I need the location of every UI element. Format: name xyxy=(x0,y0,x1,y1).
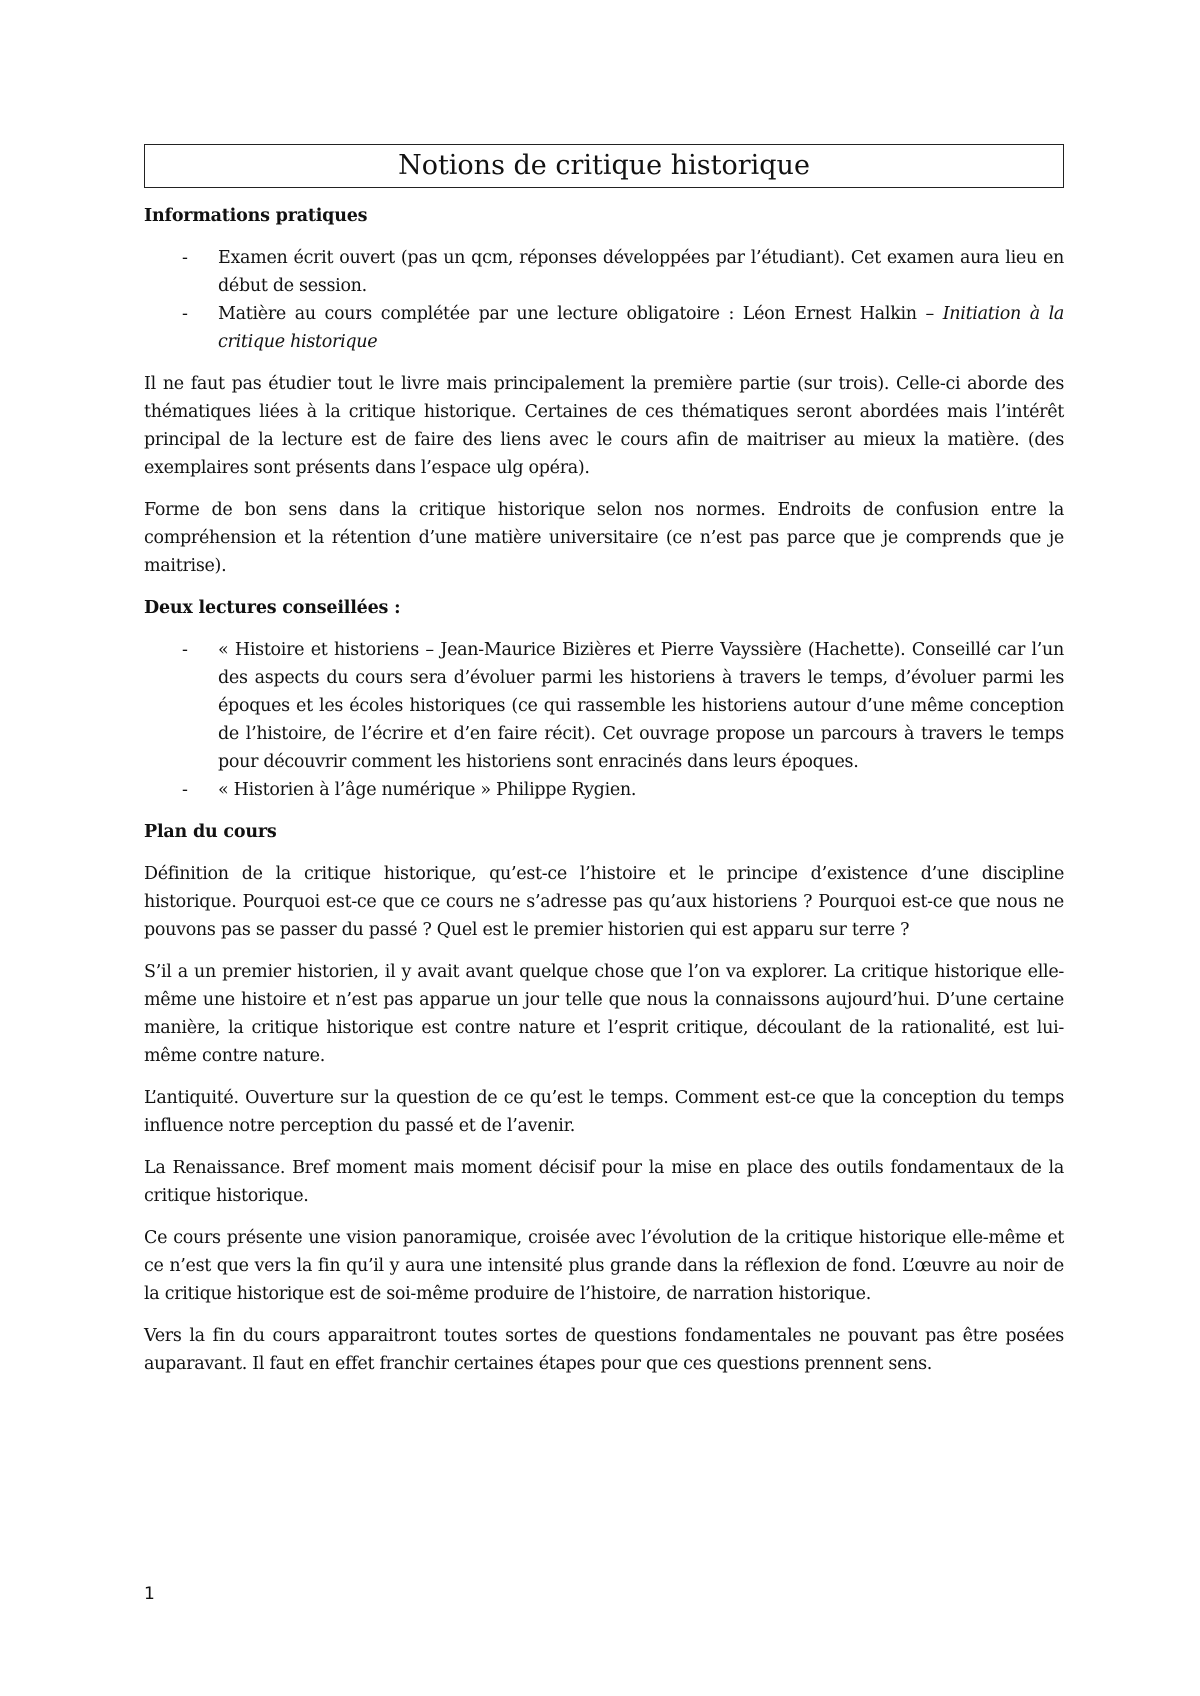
list-item-text: « Histoire et historiens – Jean-Maurice Bizières et Pierre Vayssière (Hachette). Conseillé car l’un des aspects du cours sera d’évoluer parmi les historiens à travers le temps, d’évoluer parmi les époques et les écoles historiques (ce qui rassemble les historiens autour d’une même conception de l’histoire, de l’écrire et d’en faire récit). Cet ouvrage propose un parcours à travers le temps pour découvrir comment les historiens sont enracinés dans leurs époques. xyxy=(218,640,1064,772)
paragraph: Vers la fin du cours apparaitront toutes sortes de questions fondamentales ne pouvant pas être posées auparavant. Il faut en effet franchir certaines étapes pour que ces questions prennent sens. xyxy=(144,1326,1064,1374)
paragraph: Forme de bon sens dans la critique historique selon nos normes. Endroits de confusion entre la compréhension et la rétention d’une matière universitaire (ce n’est pas parce que je comprends que je maitrise). xyxy=(144,500,1064,576)
paragraph: Définition de la critique historique, qu’est-ce l’histoire et le principe d’existence d’une discipline historique. Pourquoi est-ce que ce cours ne s’adresse pas qu’aux historiens ? Pourquoi est-ce que nous ne pouvons pas se passer du passé ? Quel est le premier historien qui est apparu sur terre ? xyxy=(144,864,1064,940)
paragraph: S’il a un premier historien, il y avait avant quelque chose que l’on va explorer. La critique historique elle-même une histoire et n’est pas apparue un jour telle que nous la connaissons aujourd’hui. D’une certaine manière, la critique historique est contre nature et l’esprit critique, découlant de la rationalité, est lui-même contre nature. xyxy=(144,962,1064,1066)
list-dash: - xyxy=(182,304,188,324)
paragraph: Il ne faut pas étudier tout le livre mais principalement la première partie (sur trois). Celle-ci aborde des thématiques liées à la critique historique. Certaines de ces thématiques seront abordées mais l’intérêt principal de la lecture est de faire des liens avec le cours afin de maitriser au mieux la matière. (des exemplaires sont présents dans l’espace ulg opéra). xyxy=(144,374,1064,478)
list-item xyxy=(144,776,1064,804)
list-dash: - xyxy=(182,780,188,800)
paragraph: La Renaissance. Bref moment mais moment décisif pour la mise en place des outils fondamentaux de la critique historique. xyxy=(144,1158,1064,1206)
heading-plan-du-cours: Plan du cours xyxy=(144,822,277,842)
book-title: Initiation à la critique historique xyxy=(218,304,1064,352)
heading-deux-lectures: Deux lectures conseillées : xyxy=(144,598,401,618)
page-number: 1 xyxy=(144,1584,155,1604)
infos-list xyxy=(144,244,1064,356)
page-content xyxy=(144,144,1064,1392)
list-item-text: « Historien à l’âge numérique » Philippe Rygien. xyxy=(218,780,637,800)
list-dash: - xyxy=(182,640,188,660)
list-item xyxy=(144,244,1064,300)
lectures-list xyxy=(144,636,1064,804)
list-item-text: Examen écrit ouvert (pas un qcm, réponses développées par l’étudiant). Cet examen aura lieu en début de session. xyxy=(218,248,1064,296)
document-title: Notions de critique historique xyxy=(144,144,1064,188)
list-item xyxy=(144,300,1064,356)
paragraph: Ce cours présente une vision panoramique, croisée avec l’évolution de la critique historique elle-même et ce n’est que vers la fin qu’il y aura une intensité plus grande dans la réflexion de fond. L’œuvre au noir de la critique historique est de soi-même produire de l’histoire, de narration historique. xyxy=(144,1228,1064,1304)
heading-informations-pratiques: Informations pratiques xyxy=(144,206,368,226)
list-item xyxy=(144,636,1064,776)
list-dash: - xyxy=(182,248,188,268)
paragraph: L’antiquité. Ouverture sur la question de ce qu’est le temps. Comment est-ce que la conception du temps influence notre perception du passé et de l’avenir. xyxy=(144,1088,1064,1136)
list-item-text: Matière au cours complétée par une lecture obligatoire : Léon Ernest Halkin – xyxy=(218,304,943,324)
